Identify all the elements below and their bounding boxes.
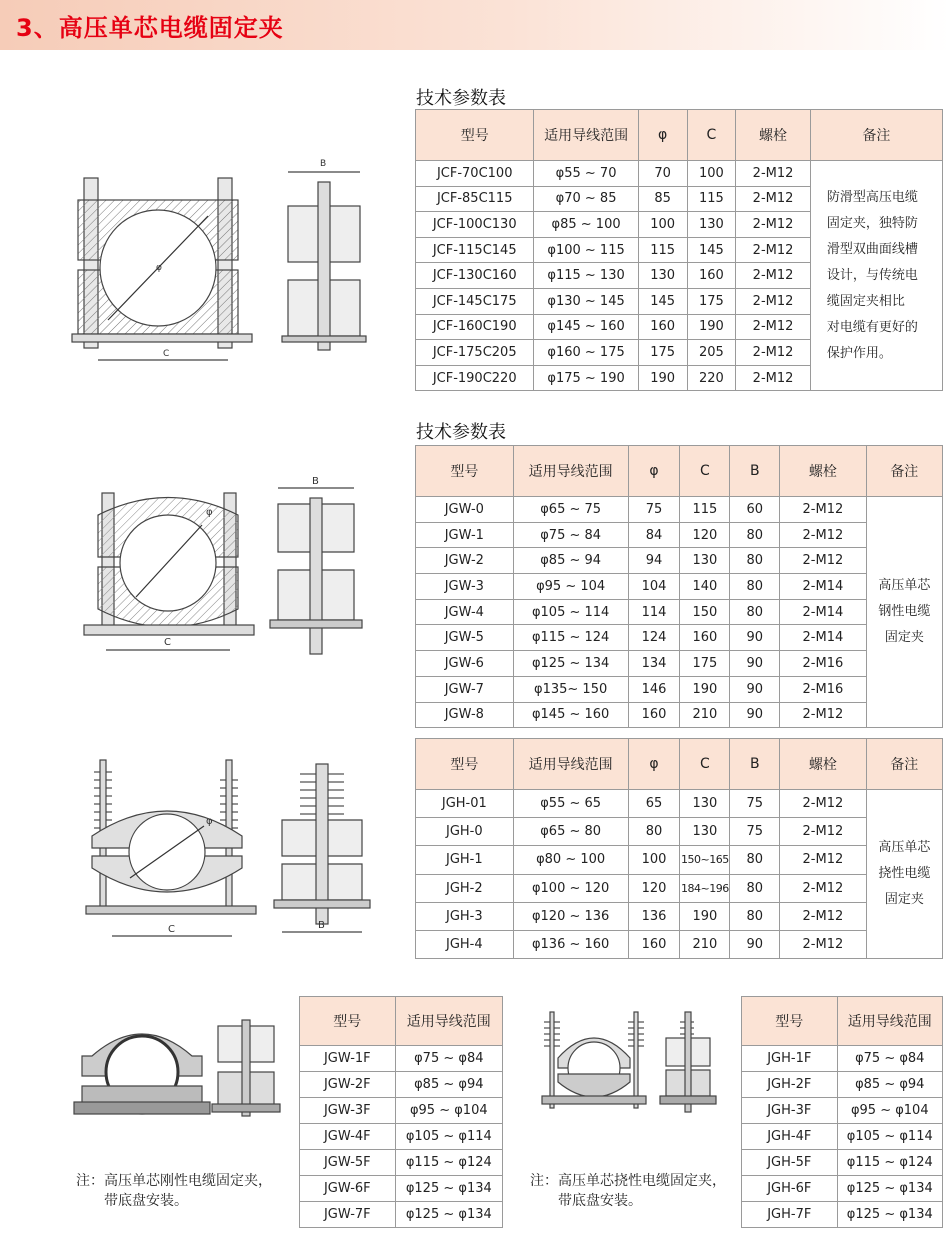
table-cell: JGH-5F (742, 1150, 838, 1176)
table-cell: 150~165 (680, 846, 730, 874)
table-cell: 130 (680, 790, 730, 818)
table-header-row (742, 997, 943, 1046)
table-cell: 2-M12 (780, 874, 866, 902)
table-cell: JGW-3F (300, 1098, 396, 1124)
table-cell: 2-M16 (780, 651, 866, 677)
table-cell: 94 (628, 548, 680, 574)
column-header: 备注 (866, 446, 942, 497)
table-cell: φ70 ~ 85 (534, 186, 638, 212)
column-header: 螺栓 (780, 739, 866, 790)
column-header: C (680, 739, 730, 790)
table-header-row (416, 446, 943, 497)
remark-line: 固定夹 (884, 630, 924, 646)
table-cell: φ115 ~ 130 (534, 263, 638, 289)
note-line: 注：高压单芯刚性电缆固定夹， (76, 1173, 272, 1189)
table-row (300, 1150, 503, 1176)
table-cell: 160 (628, 702, 680, 728)
table-cell: φ65 ~ 75 (513, 497, 628, 523)
table-cell: φ95 ~ φ104 (837, 1098, 942, 1124)
table-row (416, 846, 943, 874)
table-cell: 2-M12 (736, 340, 811, 366)
table-cell: 210 (680, 702, 730, 728)
jgh-front-drawing (82, 756, 262, 946)
table-cell: 2-M12 (780, 548, 866, 574)
table-cell: 2-M12 (780, 702, 866, 728)
column-header: φ (638, 110, 687, 161)
table-cell: 2-M12 (736, 263, 811, 289)
table-cell: JCF-130C160 (416, 263, 534, 289)
table-cell: φ75 ~ φ84 (837, 1046, 942, 1072)
table-cell: 70 (638, 161, 687, 187)
table-cell: φ95 ~ φ104 (395, 1098, 502, 1124)
jgw-spec-table (415, 445, 943, 728)
remark-line: 挠性电缆 (878, 866, 931, 882)
table-row (416, 497, 943, 523)
table-cell: 134 (628, 651, 680, 677)
column-header: φ (628, 739, 680, 790)
column-header: 适用导线范围 (513, 739, 628, 790)
dim-label-b: B (318, 920, 325, 931)
column-header: φ (628, 446, 680, 497)
table-cell: φ100 ~ 115 (534, 237, 638, 263)
table-cell: JCF-100C130 (416, 212, 534, 238)
table-cell: 84 (628, 522, 680, 548)
table-row (300, 1098, 503, 1124)
remark-line: 钢性电缆 (878, 604, 931, 620)
table-cell: 115 (680, 497, 730, 523)
table-cell: φ125 ~ φ134 (395, 1176, 502, 1202)
table-cell: JGH-6F (742, 1176, 838, 1202)
table-cell: JGW-7 (416, 676, 514, 702)
table-cell: 160 (680, 625, 730, 651)
column-header: 适用导线范围 (513, 446, 628, 497)
table-row (416, 599, 943, 625)
remark-cell (866, 790, 942, 959)
section2-title: 技术参数表 (416, 422, 506, 443)
dim-label-c: C (168, 924, 175, 935)
table-row (416, 818, 943, 846)
table-cell: 2-M12 (736, 314, 811, 340)
remark-line: 滑型双曲面线槽 (826, 241, 918, 257)
table-cell: 100 (687, 161, 736, 187)
jgh-spec-table (415, 738, 943, 959)
table-header-row (416, 739, 943, 790)
table-header-row (300, 997, 503, 1046)
table-cell: JGW-7F (300, 1202, 396, 1228)
table-cell: 2-M12 (736, 237, 811, 263)
table-cell: JGH-4 (416, 930, 514, 958)
table-cell: JGW-8 (416, 702, 514, 728)
jcf-spec-table (415, 109, 943, 391)
table-cell: 190 (638, 365, 687, 391)
table-cell: 220 (687, 365, 736, 391)
table-cell: 130 (638, 263, 687, 289)
column-header: 型号 (416, 110, 534, 161)
table-row (300, 1124, 503, 1150)
column-header: 型号 (300, 997, 396, 1046)
table-row (416, 651, 943, 677)
table-cell: φ125 ~ 134 (513, 651, 628, 677)
table-cell: φ105 ~ φ114 (837, 1124, 942, 1150)
table-cell: φ125 ~ φ134 (395, 1202, 502, 1228)
remark-line: 高压单芯 (878, 578, 931, 594)
column-header: C (687, 110, 736, 161)
remark-line: 固定夹，独特防 (826, 215, 918, 231)
table-row (416, 790, 943, 818)
table-cell: φ85 ~ 94 (513, 548, 628, 574)
table-cell: 80 (730, 522, 780, 548)
jgh-f-spec-table (741, 996, 943, 1228)
table-row (742, 1176, 943, 1202)
table-cell: φ80 ~ 100 (513, 846, 628, 874)
table-cell: 115 (687, 186, 736, 212)
jgh-f-note (530, 1171, 726, 1211)
table-cell: 130 (680, 548, 730, 574)
table-cell: 65 (628, 790, 680, 818)
table-cell: JGW-2F (300, 1072, 396, 1098)
table-cell: 80 (730, 599, 780, 625)
table-cell: 130 (687, 212, 736, 238)
table-cell: φ136 ~ 160 (513, 930, 628, 958)
table-cell: 2-M14 (780, 625, 866, 651)
table-row (416, 930, 943, 958)
jgw-f-note (76, 1171, 272, 1211)
table-row (416, 702, 943, 728)
table-cell: 205 (687, 340, 736, 366)
remark-line: 固定夹 (884, 892, 924, 908)
table-cell: φ55 ~ 70 (534, 161, 638, 187)
remark-line: 保护作用。 (826, 345, 892, 361)
table-cell: 80 (730, 548, 780, 574)
table-cell: JGH-1 (416, 846, 514, 874)
table-cell: 145 (687, 237, 736, 263)
table-row (742, 1046, 943, 1072)
jgw-front-drawing (78, 485, 258, 660)
remark-line: 对电缆有更好的 (826, 319, 918, 335)
table-cell: JGH-7F (742, 1202, 838, 1228)
table-cell: 90 (730, 625, 780, 651)
table-cell: 2-M12 (736, 212, 811, 238)
table-cell: φ160 ~ 175 (534, 340, 638, 366)
table-row (300, 1202, 503, 1228)
table-cell: 2-M12 (736, 186, 811, 212)
column-header: 适用导线范围 (395, 997, 502, 1046)
table-cell: 75 (730, 790, 780, 818)
remark-line: 缆固定夹相比 (826, 293, 905, 309)
table-cell: φ105 ~ 114 (513, 599, 628, 625)
table-cell: JGW-3 (416, 574, 514, 600)
column-header: B (730, 446, 780, 497)
table-cell: JGW-2 (416, 548, 514, 574)
jgh-f-drawing (534, 1008, 734, 1123)
table-cell: 2-M14 (780, 574, 866, 600)
table-cell: JCF-175C205 (416, 340, 534, 366)
table-cell: 2-M12 (780, 846, 866, 874)
table-cell: JCF-70C100 (416, 161, 534, 187)
table-cell: 175 (687, 288, 736, 314)
table-cell: JGH-2 (416, 874, 514, 902)
table-cell: JGW-4 (416, 599, 514, 625)
table-cell: JGW-5 (416, 625, 514, 651)
table-cell: 210 (680, 930, 730, 958)
table-row (416, 574, 943, 600)
table-cell: 90 (730, 930, 780, 958)
table-cell: 130 (680, 818, 730, 846)
table-cell: 175 (680, 651, 730, 677)
table-cell: 184~196 (680, 874, 730, 902)
table-cell: φ120 ~ 136 (513, 902, 628, 930)
table-cell: φ135~ 150 (513, 676, 628, 702)
table-cell: 80 (628, 818, 680, 846)
table-cell: JGW-1 (416, 522, 514, 548)
jgw-side-drawing (266, 474, 366, 660)
note-line: 带底盘安装。 (104, 1193, 188, 1209)
table-cell: φ125 ~ φ134 (837, 1202, 942, 1228)
section1-title: 技术参数表 (416, 88, 506, 109)
table-cell: JCF-145C175 (416, 288, 534, 314)
dim-label-c: C (164, 637, 171, 648)
table-cell: φ115 ~ 124 (513, 625, 628, 651)
column-header: 型号 (416, 739, 514, 790)
table-cell: JGW-6F (300, 1176, 396, 1202)
table-cell: 2-M12 (780, 930, 866, 958)
table-cell: 2-M12 (736, 161, 811, 187)
table-cell: JGH-3 (416, 902, 514, 930)
table-cell: 75 (730, 818, 780, 846)
remark-cell (810, 161, 942, 391)
jgw-f-drawing (72, 1016, 282, 1124)
table-cell: 85 (638, 186, 687, 212)
table-row (742, 1150, 943, 1176)
table-cell: 60 (730, 497, 780, 523)
table-cell: φ85 ~ 100 (534, 212, 638, 238)
table-cell: 160 (687, 263, 736, 289)
dim-label-phi: φ (206, 507, 213, 518)
table-cell: JGH-1F (742, 1046, 838, 1072)
table-cell: JGW-0 (416, 497, 514, 523)
table-cell: 120 (680, 522, 730, 548)
table-cell: 2-M12 (736, 365, 811, 391)
table-cell: JGH-0 (416, 818, 514, 846)
table-cell: 136 (628, 902, 680, 930)
table-cell: φ85 ~ φ94 (395, 1072, 502, 1098)
table-cell: JGH-2F (742, 1072, 838, 1098)
page-title: 3、高压单芯电缆固定夹 (16, 14, 284, 42)
dim-label-phi: φ (156, 263, 162, 273)
table-cell: φ75 ~ 84 (513, 522, 628, 548)
table-row (416, 902, 943, 930)
table-cell: 2-M12 (780, 522, 866, 548)
jgh-side-drawing (272, 760, 372, 946)
table-cell: φ115 ~ φ124 (837, 1150, 942, 1176)
table-cell: 90 (730, 676, 780, 702)
table-cell: 100 (638, 212, 687, 238)
table-cell: 146 (628, 676, 680, 702)
table-cell: JCF-85C115 (416, 186, 534, 212)
table-cell: 75 (628, 497, 680, 523)
column-header: C (680, 446, 730, 497)
remark-line: 高压单芯 (878, 840, 931, 856)
table-cell: 2-M12 (780, 818, 866, 846)
table-cell: JGW-5F (300, 1150, 396, 1176)
column-header: 螺栓 (780, 446, 866, 497)
table-cell: 80 (730, 874, 780, 902)
table-cell: 2-M16 (780, 676, 866, 702)
table-cell: 90 (730, 702, 780, 728)
title-banner (0, 0, 950, 50)
table-cell: JGH-01 (416, 790, 514, 818)
table-cell: φ65 ~ 80 (513, 818, 628, 846)
note-line: 注：高压单芯挠性电缆固定夹， (530, 1173, 726, 1189)
table-header-row (416, 110, 943, 161)
table-cell: 90 (730, 651, 780, 677)
table-row (416, 625, 943, 651)
column-header: 适用导线范围 (837, 997, 942, 1046)
table-row (300, 1176, 503, 1202)
dim-label-b: B (320, 159, 327, 169)
column-header: 备注 (866, 739, 942, 790)
note-line: 带底盘安装。 (558, 1193, 642, 1209)
table-cell: 150 (680, 599, 730, 625)
table-cell: 124 (628, 625, 680, 651)
table-row (416, 522, 943, 548)
table-cell: φ105 ~ φ114 (395, 1124, 502, 1150)
jcf-front-drawing (68, 170, 258, 370)
table-cell: 80 (730, 902, 780, 930)
dim-label-c: C (163, 349, 170, 359)
jgw-f-spec-table (299, 996, 503, 1228)
table-cell: 190 (680, 676, 730, 702)
table-cell: φ145 ~ 160 (513, 702, 628, 728)
table-cell: JCF-190C220 (416, 365, 534, 391)
table-cell: 2-M14 (780, 599, 866, 625)
table-row (416, 548, 943, 574)
table-row (416, 874, 943, 902)
column-header: B (730, 739, 780, 790)
table-cell: φ145 ~ 160 (534, 314, 638, 340)
table-row (300, 1072, 503, 1098)
table-cell: 2-M12 (736, 288, 811, 314)
table-cell: 190 (680, 902, 730, 930)
table-row (416, 161, 943, 187)
table-cell: 175 (638, 340, 687, 366)
table-row (742, 1098, 943, 1124)
table-cell: 140 (680, 574, 730, 600)
table-cell: φ55 ~ 65 (513, 790, 628, 818)
remark-cell (866, 497, 942, 728)
table-cell: 80 (730, 574, 780, 600)
column-header: 型号 (416, 446, 514, 497)
table-cell: φ115 ~ φ124 (395, 1150, 502, 1176)
table-cell: JGW-6 (416, 651, 514, 677)
table-row (742, 1202, 943, 1228)
table-cell: φ95 ~ 104 (513, 574, 628, 600)
table-cell: 2-M12 (780, 790, 866, 818)
table-cell: 114 (628, 599, 680, 625)
column-header: 型号 (742, 997, 838, 1046)
table-cell: 2-M12 (780, 902, 866, 930)
table-cell: 160 (628, 930, 680, 958)
table-cell: JGW-1F (300, 1046, 396, 1072)
table-cell: 2-M12 (780, 497, 866, 523)
table-cell: φ130 ~ 145 (534, 288, 638, 314)
table-cell: φ85 ~ φ94 (837, 1072, 942, 1098)
table-cell: JGW-4F (300, 1124, 396, 1150)
table-cell: 115 (638, 237, 687, 263)
table-cell: JGH-3F (742, 1098, 838, 1124)
jcf-side-drawing (280, 156, 370, 356)
remark-line: 防滑型高压电缆 (826, 189, 918, 205)
column-header: 适用导线范围 (534, 110, 638, 161)
table-cell: 120 (628, 874, 680, 902)
table-cell: 145 (638, 288, 687, 314)
table-row (742, 1124, 943, 1150)
table-cell: 190 (687, 314, 736, 340)
table-cell: JCF-160C190 (416, 314, 534, 340)
table-cell: φ175 ~ 190 (534, 365, 638, 391)
table-cell: φ100 ~ 120 (513, 874, 628, 902)
dim-label-phi: φ (206, 816, 213, 827)
table-cell: 100 (628, 846, 680, 874)
table-cell: φ75 ~ φ84 (395, 1046, 502, 1072)
table-cell: 104 (628, 574, 680, 600)
table-cell: 80 (730, 846, 780, 874)
table-cell: φ125 ~ φ134 (837, 1176, 942, 1202)
column-header: 螺栓 (736, 110, 811, 161)
table-cell: JGH-4F (742, 1124, 838, 1150)
remark-line: 设计，与传统电 (826, 267, 918, 283)
table-row (742, 1072, 943, 1098)
table-row (300, 1046, 503, 1072)
dim-label-b: B (312, 476, 319, 487)
table-cell: JCF-115C145 (416, 237, 534, 263)
table-row (416, 676, 943, 702)
table-cell: 160 (638, 314, 687, 340)
column-header: 备注 (810, 110, 942, 161)
